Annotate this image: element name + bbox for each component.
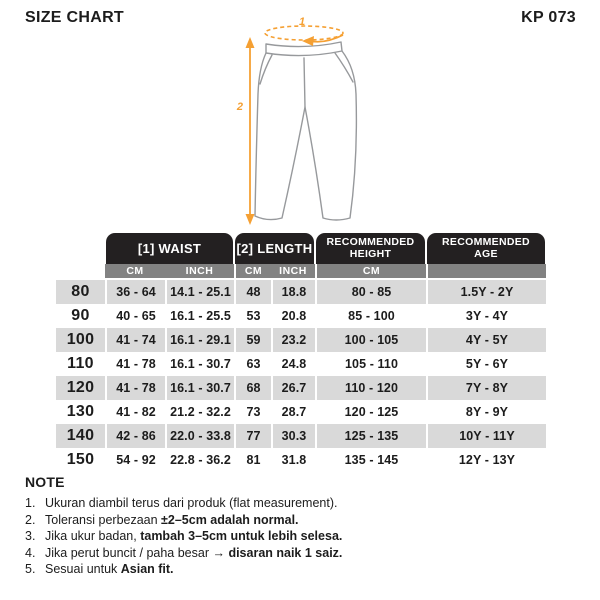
unit-row [56, 264, 546, 278]
waist-cm-cell: 41 - 78 [105, 352, 165, 376]
length-arrow-top-icon [246, 37, 255, 48]
length-inch-cell: 26.7 [271, 376, 315, 400]
note-text: Jika ukur badan, tambah 3–5cm untuk lebih selesa. [45, 529, 343, 543]
size-cell: 120 [56, 376, 105, 400]
waist-cm-cell: 40 - 65 [105, 304, 165, 328]
waist-cm-cell: 41 - 82 [105, 400, 165, 424]
age-group-header: RECOMMENDED AGE [427, 233, 545, 264]
height-cell: 120 - 125 [315, 400, 426, 424]
notes-title: NOTE [25, 474, 65, 490]
note-number: 2. [25, 512, 36, 527]
length-inch-cell: 30.3 [271, 424, 315, 448]
height-cell: 85 - 100 [315, 304, 426, 328]
length-cm-unit: CM [234, 264, 271, 278]
size-cell: 100 [56, 328, 105, 352]
note-item [25, 545, 570, 562]
waist-arrowhead-icon [302, 36, 314, 46]
age-unit-empty [426, 264, 546, 278]
age-cell: 4Y - 5Y [426, 328, 546, 352]
age-cell: 1.5Y - 2Y [426, 280, 546, 304]
height-group-header: RECOMMENDED HEIGHT [316, 233, 425, 264]
height-cell: 135 - 145 [315, 448, 426, 472]
note-number: 3. [25, 529, 36, 543]
age-cell: 12Y - 13Y [426, 448, 546, 472]
waist-cm-cell: 54 - 92 [105, 448, 165, 472]
length-cm-cell: 81 [234, 448, 271, 472]
length-arrow-bottom-icon [246, 214, 255, 225]
length-inch-cell: 18.8 [271, 280, 315, 304]
waist-cm-cell: 41 - 78 [105, 376, 165, 400]
length-inch-cell: 28.7 [271, 400, 315, 424]
note-number: 4. [25, 545, 36, 560]
notes-section [25, 474, 570, 578]
note-item [25, 528, 570, 545]
height-cell: 105 - 110 [315, 352, 426, 376]
waist-cm-unit: CM [105, 264, 165, 278]
height-cell: 100 - 105 [315, 328, 426, 352]
length-cm-cell: 53 [234, 304, 271, 328]
length-inch-cell: 24.8 [271, 352, 315, 376]
height-cm-unit: CM [315, 264, 426, 278]
age-cell: 8Y - 9Y [426, 400, 546, 424]
pants-outline-icon [255, 42, 356, 220]
length-measure [236, 37, 255, 225]
waist-inch-cell: 14.1 - 25.1 [165, 280, 234, 304]
note-item [25, 512, 570, 529]
age-cell: 7Y - 8Y [426, 376, 546, 400]
length-group-header: [2] LENGTH [235, 233, 314, 264]
note-item [25, 495, 570, 512]
note-number: 1. [25, 496, 36, 510]
note-text: Ukuran diambil terus dari produk (flat measurement). [45, 496, 338, 510]
note-text: Jika perut buncit / paha besar → disaran naik 1 saiz. [45, 545, 343, 560]
waist-cm-cell: 36 - 64 [105, 280, 165, 304]
length-cm-cell: 48 [234, 280, 271, 304]
note-text: Toleransi perbezaan ±2–5cm adalah normal. [45, 512, 299, 527]
waist-inch-cell: 22.0 - 33.8 [165, 424, 234, 448]
size-cell: 140 [56, 424, 105, 448]
height-cell: 125 - 135 [315, 424, 426, 448]
length-cm-cell: 68 [234, 376, 271, 400]
unit-spacer [56, 264, 105, 278]
waist-measure [265, 16, 343, 46]
waist-marker-label: 1 [298, 16, 306, 28]
waist-group-header: [1] WAIST [106, 233, 233, 264]
length-inch-cell: 20.8 [271, 304, 315, 328]
waist-inch-cell: 16.1 - 25.5 [165, 304, 234, 328]
length-inch-unit: INCH [271, 264, 315, 278]
age-cell: 10Y - 11Y [426, 424, 546, 448]
length-inch-cell: 31.8 [271, 448, 315, 472]
height-cell: 110 - 120 [315, 376, 426, 400]
waist-cm-cell: 42 - 86 [105, 424, 165, 448]
note-text: Sesuai untuk Asian fit. [45, 562, 174, 576]
size-cell: 110 [67, 355, 94, 372]
size-cell: 150 [66, 451, 95, 468]
length-cm-cell: 63 [234, 352, 271, 376]
age-cell: 5Y - 6Y [426, 352, 546, 376]
waist-inch-cell: 21.2 - 32.2 [165, 400, 234, 424]
pants-diagram [222, 10, 392, 232]
size-cell: 90 [71, 307, 90, 324]
length-marker-label: 2 [236, 101, 243, 113]
size-table-header [56, 233, 546, 264]
product-code: KP 073 [521, 9, 576, 26]
length-cm-cell: 59 [234, 328, 271, 352]
waist-inch-cell: 16.1 - 30.7 [165, 352, 234, 376]
note-item [25, 561, 570, 578]
size-table-body [56, 280, 546, 472]
size-table [56, 233, 546, 472]
height-cell: 80 - 85 [315, 280, 426, 304]
waist-cm-cell: 41 - 74 [105, 328, 165, 352]
length-inch-cell: 23.2 [271, 328, 315, 352]
waist-inch-cell: 16.1 - 30.7 [165, 376, 234, 400]
size-cell: 130 [66, 403, 95, 420]
waist-inch-cell: 16.1 - 29.1 [165, 328, 234, 352]
page-title: SIZE CHART [25, 9, 124, 26]
note-number: 5. [25, 562, 36, 576]
size-cell: 80 [56, 280, 105, 304]
length-cm-cell: 77 [234, 424, 271, 448]
waist-inch-cell: 22.8 - 36.2 [165, 448, 234, 472]
age-cell: 3Y - 4Y [426, 304, 546, 328]
waist-inch-unit: INCH [165, 264, 234, 278]
length-cm-cell: 73 [234, 400, 271, 424]
